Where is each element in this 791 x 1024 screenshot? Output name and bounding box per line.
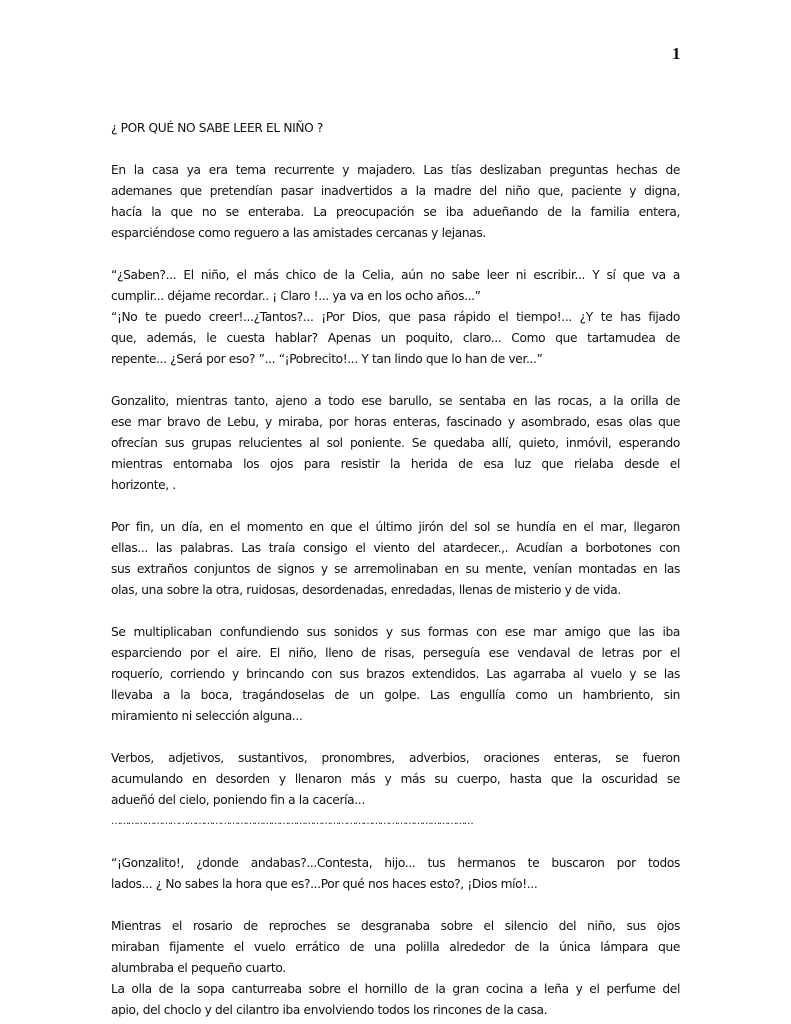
- text-line: sus extraños conjuntos de signos y se arremolinaban en su mente, venían montadas en las: [111, 562, 680, 576]
- text-line: cumplir... déjame recordar.. ¡ Claro !... ya va en los ocho años...”: [111, 289, 481, 303]
- paragraph-7: [111, 853, 680, 895]
- text-line: roquerío, corriendo y brincando con sus brazos extendidos. Las agarraba al vuelo y se las: [111, 667, 680, 681]
- text-line: ellas... las palabras. Las traía consigo el viento del atardecer.,. Acudían a borbotones con: [111, 541, 680, 555]
- document-title: ¿ POR QUÉ NO SABE LEER EL NIÑO ?: [111, 121, 323, 135]
- text-line: miraban fijamente el vuelo errático de una polilla alrededor de la única lámpara que: [111, 940, 680, 954]
- dotted-separator: …………………………………………………………………………………………………………………: [111, 816, 473, 827]
- paragraph-4: [111, 517, 680, 601]
- text-line: ofrecían sus grupas relucientes al sol poniente. Se quedaba allí, quieto, inmóvil, esperando: [111, 436, 680, 450]
- text-line: hacía la que no se enteraba. La preocupación se iba adueñando de la familia entera,: [111, 205, 680, 219]
- paragraph-3: [111, 391, 680, 496]
- text-line: Se multiplicaban confundiendo sus sonidos y sus formas con ese mar amigo que las iba: [111, 625, 680, 639]
- document-body: [111, 118, 680, 1021]
- page-number: 1: [672, 44, 681, 63]
- text-line: ademanes que pretendían pasar inadvertidos a la madre del niño que, paciente y digna,: [111, 184, 680, 198]
- text-line: adueñó del cielo, poniendo fin a la cacería...: [111, 793, 365, 807]
- text-line: lados... ¿ No sabes la hora que es?...Por qué nos haces esto?, ¡Dios mío!...: [111, 877, 538, 891]
- text-line: Verbos, adjetivos, sustantivos, pronombres, adverbios, oraciones enteras, se fueron: [111, 751, 680, 765]
- paragraph-8: [111, 916, 680, 1021]
- paragraph-2: [111, 265, 680, 370]
- text-line: En la casa ya era tema recurrente y majadero. Las tías deslizaban preguntas hechas de: [111, 163, 680, 177]
- text-line: acumulando en desorden y llenaron más y más su cuerpo, hasta que la oscuridad se: [111, 772, 680, 786]
- text-line: esparciendo por el aire. El niño, lleno de risas, perseguía ese vendaval de letras por el: [111, 646, 680, 660]
- text-line: repente... ¿Será por eso? ”... “¡Pobrecito!... Y tan lindo que lo han de ver...”: [111, 352, 543, 366]
- text-line: La olla de la sopa canturreaba sobre el hornillo de la gran cocina a leña y el perfume del: [111, 982, 680, 996]
- text-line: mientras entornaba los ojos para resistir la herida de esa luz que rielaba desde el: [111, 457, 680, 471]
- text-line: esparciéndose como reguero a las amistades cercanas y lejanas.: [111, 226, 486, 240]
- text-line: miramiento ni selección alguna...: [111, 709, 303, 723]
- text-line: Gonzalito, mientras tanto, ajeno a todo ese barullo, se sentaba en las rocas, a la orilla de: [111, 394, 680, 408]
- text-line: ese mar bravo de Lebu, y miraba, por horas enteras, fascinado y asombrado, esas olas que: [111, 415, 680, 429]
- text-line: llevaba a la boca, tragándoselas de un golpe. Las engullía como un hambriento, sin: [111, 688, 680, 702]
- paragraph-1: [111, 160, 680, 244]
- paragraph-5: [111, 622, 680, 727]
- text-line: Mientras el rosario de reproches se desgranaba sobre el silencio del niño, sus ojos: [111, 919, 680, 933]
- text-line: olas, una sobre la otra, ruidosas, desordenadas, enredadas, llenas de misterio y de vida.: [111, 583, 621, 597]
- text-line: que, además, le cuesta hablar? Apenas un poquito, claro... Como que tartamudea de: [111, 331, 680, 345]
- paragraph-6: [111, 748, 680, 811]
- text-line: “¡Gonzalito!, ¿donde andabas?...Contesta, hijo... tus hermanos te buscaron por todos: [111, 856, 680, 870]
- text-line: “¡No te puedo creer!...¿Tantos?... ¡Por Dios, que pasa rápido el tiempo!... ¿Y te has fijado: [111, 310, 680, 324]
- text-line: horizonte, .: [111, 478, 176, 492]
- text-line: “¿Saben?... El niño, el más chico de la Celia, aún no sabe leer ni escribir... Y sí que va a: [111, 268, 680, 282]
- text-line: apio, del choclo y del cilantro iba envolviendo todos los rincones de la casa.: [111, 1003, 548, 1017]
- text-line: Por fin, un día, en el momento en que el último jirón del sol se hundía en el mar, llegaron: [111, 520, 680, 534]
- text-line: alumbraba el pequeño cuarto.: [111, 961, 286, 975]
